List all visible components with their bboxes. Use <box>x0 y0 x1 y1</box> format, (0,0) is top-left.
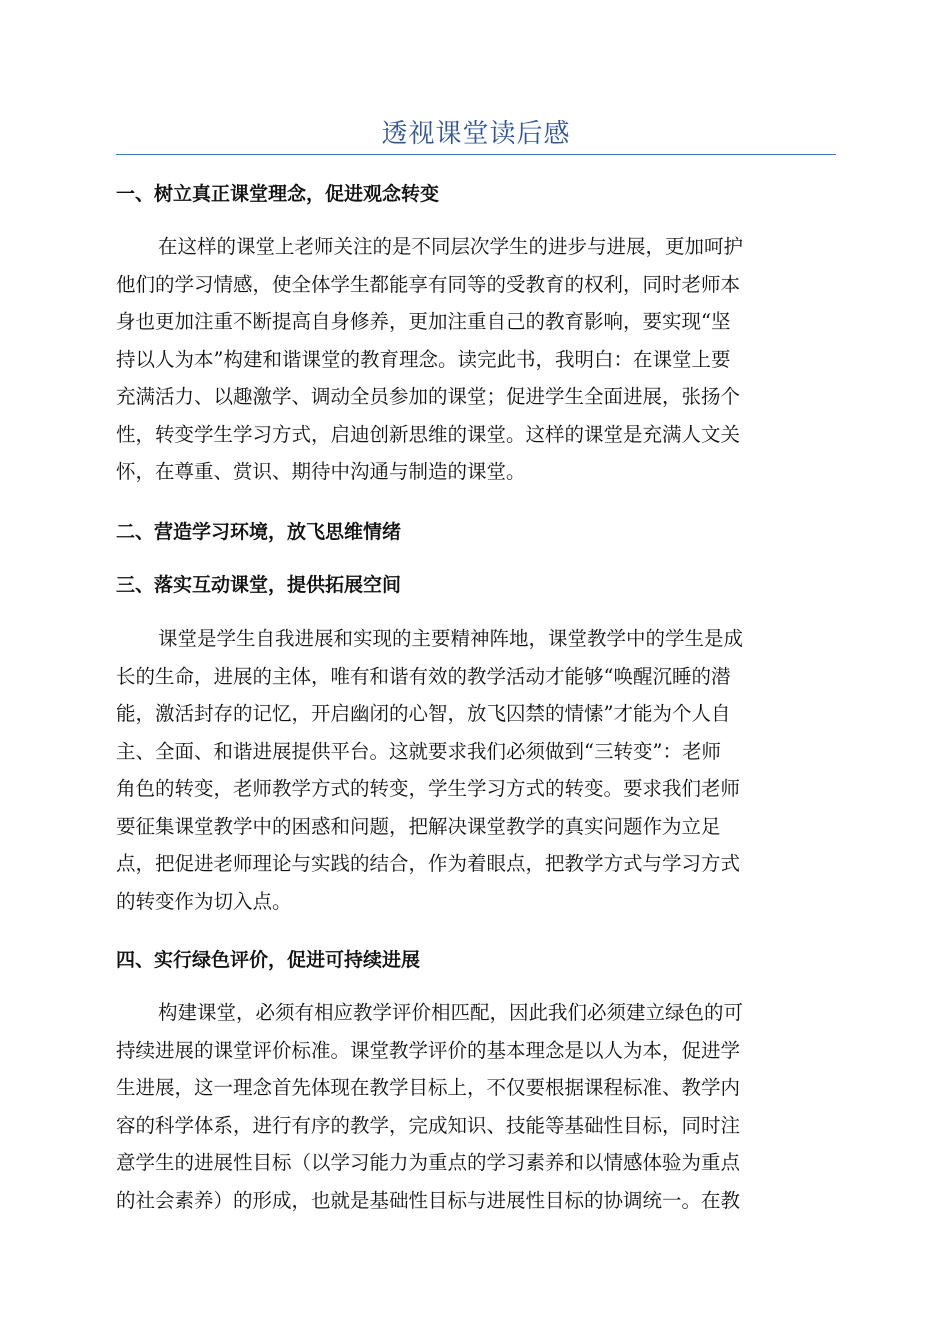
paragraph-line: 能，激活封存的记忆，开启幽闭的心智，放飞囚禁的情愫”才能为个人自 <box>116 702 731 725</box>
paragraph-line: 充满活力、以趣激学、调动全员参加的课堂；促进学生全面进展，张扬个 <box>116 385 741 408</box>
paragraph-line: 持以人为本”构建和谐课堂的教育理念。读完此书，我明白：在课堂上要 <box>116 347 731 371</box>
paragraph-line: 他们的学习情感，使全体学生都能享有同等的受教育的权利，同时老师本 <box>116 272 741 296</box>
section-heading-1: 一、树立真正课堂理念，促进观念转变 <box>116 183 440 205</box>
section-paragraph-4 <box>116 994 836 1219</box>
paragraph-line: 在这样的课堂上老师关注的是不同层次学生的进步与进展，更加呵护 <box>158 235 744 258</box>
paragraph-line: 容的科学体系，进行有序的教学，完成知识、技能等基础性目标，同时注 <box>116 1113 741 1137</box>
title-divider <box>116 154 836 155</box>
paragraph-line: 意学生的进展性目标（以学习能力为重点的学习素养和以情感体验为重点 <box>116 1151 741 1174</box>
document-title: 透视课堂读后感 <box>381 119 571 149</box>
paragraph-line: 身也更加注重不断提高自身修养，更加注重自己的教育影响，要实现“坚 <box>116 310 731 333</box>
paragraph-line: 怀，在尊重、赏识、期待中沟通与制造的课堂。 <box>116 460 526 483</box>
paragraph-line: 的社会素养）的形成，也就是基础性目标与进展性目标的协调统一。在教 <box>116 1188 741 1212</box>
section-paragraph-3 <box>116 620 836 920</box>
section-heading-2: 二、营造学习环境，放飞思维情绪 <box>116 521 402 543</box>
paragraph-line: 点，把促进老师理论与实践的结合，作为着眼点，把教学方式与学习方式 <box>116 852 741 875</box>
paragraph-line: 性，转变学生学习方式，启迪创新思维的课堂。这样的课堂是充满人文关 <box>116 422 741 446</box>
paragraph-line: 课堂是学生自我进展和实现的主要精神阵地，课堂教学中的学生是成 <box>158 627 744 650</box>
section-heading-3: 三、落实互动课堂，提供拓展空间 <box>116 574 402 596</box>
paragraph-line: 生进展，这一理念首先体现在教学目标上，不仅要根据课程标准、教学内 <box>116 1076 741 1099</box>
paragraph-line: 的转变作为切入点。 <box>116 889 292 913</box>
section-paragraph-1 <box>116 228 836 491</box>
section-heading-4: 四、实行绿色评价，促进可持续进展 <box>116 949 421 971</box>
paragraph-line: 角色的转变，老师教学方式的转变，学生学习方式的转变。要求我们老师 <box>116 777 741 800</box>
paragraph-line: 持续进展的课堂评价标准。课堂教学评价的基本理念是以人为本，促进学 <box>116 1038 741 1062</box>
paragraph-line: 长的生命，进展的主体，唯有和谐有效的教学活动才能够“唤醒沉睡的潜 <box>116 664 731 688</box>
paragraph-line: 构建课堂，必须有相应教学评价相匹配，因此我们必须建立绿色的可 <box>158 1001 744 1024</box>
paragraph-line: 主、全面、和谐进展提供平台。这就要求我们必须做到“三转变”：老师 <box>116 739 721 763</box>
paragraph-line: 要征集课堂教学中的困惑和问题，把解决课堂教学的真实问题作为立足 <box>116 814 721 838</box>
